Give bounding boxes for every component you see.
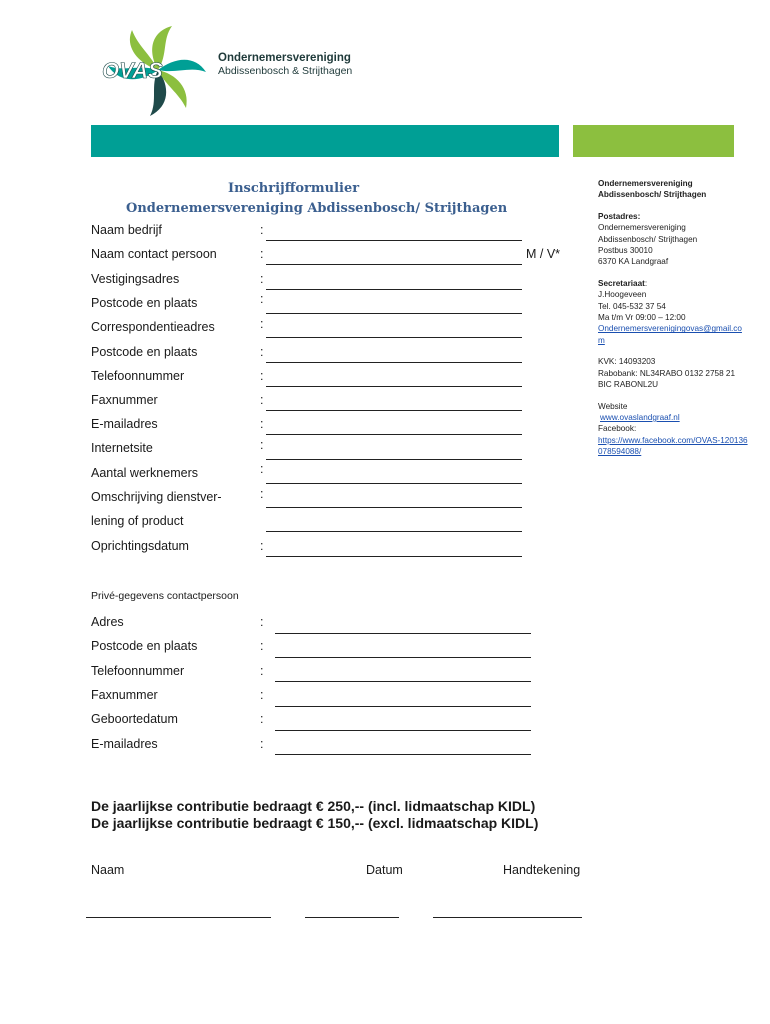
field-colon: : (260, 417, 264, 431)
contribution-line-2: De jaarlijkse contributie bedraagt € 150,-- (excl. lidmaatschap KIDL) (91, 815, 539, 831)
field-label-correspondentieadres: Correspondentieadres (91, 320, 215, 334)
signature-date-line[interactable] (305, 917, 399, 918)
header-bar-teal (91, 125, 559, 157)
sidebar-org-line1: Ondernemersvereniging (598, 179, 693, 188)
sidebar-facebook-link[interactable]: https://www.facebook.com/OVAS-120136078594088/ (598, 435, 748, 457)
contact-sidebar: Ondernemersvereniging Abdissenbosch/ Strijthagen Postadres: Ondernemersvereniging Abdissenbosch/ Strijthagen Postbus 30010 6370 KA Landgraaf Secretariaat: J.Hoogeveen Tel. 045-532 37 54 Ma t/m Vr 09:00 – 12:00 Ondernemersverenigingovas@gmail.com KVK: 14093203 Rabobank: NL34RABO 0132 2758 21 BIC RABONL2U Website www.ovaslandgraaf.nl Facebook: https://www.facebook.com/OVAS-120136078594088/ (598, 179, 748, 457)
sidebar-secretariaat-line: Tel. 045-532 37 54 (598, 301, 666, 311)
sidebar-email-link[interactable]: Ondernemersverenigingovas@gmail.com (598, 324, 742, 345)
field-colon: : (260, 615, 264, 629)
sidebar-website-label: Website (598, 401, 628, 411)
field-label-postcode: Postcode en plaats (91, 296, 198, 310)
field-line-naam-contact[interactable] (266, 264, 522, 265)
field-colon: : (260, 462, 264, 476)
field-colon: : (260, 272, 264, 286)
gender-choice: M / V* (526, 247, 561, 261)
field-colon: : (260, 712, 264, 726)
field-label-internetsite: Internetsite (91, 441, 153, 455)
sidebar-secretariaat-line: Ma t/m Vr 09:00 – 12:00 (598, 313, 686, 323)
field-line-oprichtingsdatum[interactable] (266, 556, 522, 557)
signature-name-line[interactable] (86, 917, 271, 918)
field-label-email: E-mailadres (91, 417, 158, 431)
sidebar-postadres-label: Postadres: (598, 211, 641, 221)
sidebar-org-line2: Abdissenbosch/ Strijthagen (598, 190, 707, 200)
sidebar-secretariaat-label: Secretariaat (598, 278, 645, 288)
field-label-postcode-2: Postcode en plaats (91, 345, 198, 359)
sidebar-postadres-line: Ondernemersvereniging (598, 223, 686, 233)
sidebar-postadres-line: 6370 KA Landgraaf (598, 257, 669, 267)
sidebar-secretariaat-line: J.Hoogeveen (598, 290, 647, 300)
private-line-adres[interactable] (275, 633, 531, 634)
field-label-naam-bedrijf: Naam bedrijf (91, 223, 162, 237)
signature-sign-label: Handtekening (503, 863, 581, 877)
field-colon: : (260, 345, 264, 359)
private-label-fax: Faxnummer (91, 688, 158, 702)
private-line-geboortedatum[interactable] (275, 730, 531, 731)
field-colon: : (260, 664, 264, 678)
field-line-internetsite[interactable] (266, 459, 522, 460)
field-label-vestigingsadres: Vestigingsadres (91, 272, 180, 286)
sidebar-rabobank: Rabobank: NL34RABO 0132 2758 21 (598, 368, 736, 378)
field-colon: : (260, 393, 264, 407)
form-title: Inschrijfformulier (228, 181, 360, 196)
field-label-oprichtingsdatum: Oprichtingsdatum (91, 539, 189, 553)
field-line-postcode-2[interactable] (266, 362, 522, 363)
field-line-telefoon[interactable] (266, 386, 522, 387)
field-label-fax: Faxnummer (91, 393, 158, 407)
private-line-email[interactable] (275, 754, 531, 755)
field-colon: : (260, 438, 264, 452)
sidebar-postadres-line: Abdissenbosch/ Strijthagen (598, 234, 698, 244)
field-colon: : (260, 292, 264, 306)
sidebar-website-link[interactable]: www.ovaslandgraaf.nl (600, 412, 680, 422)
private-line-telefoon[interactable] (275, 681, 531, 682)
field-line-email[interactable] (266, 434, 522, 435)
signature-sign-line[interactable] (433, 917, 582, 918)
field-line-postcode[interactable] (266, 313, 522, 314)
contribution-line-1: De jaarlijkse contributie bedraagt € 250,-- (incl. lidmaatschap KIDL) (91, 798, 536, 814)
sidebar-bic: BIC RABONL2U (598, 380, 659, 390)
field-colon: : (260, 487, 264, 501)
field-colon: : (260, 247, 264, 261)
field-line-naam-bedrijf[interactable] (266, 240, 522, 241)
field-line-omschrijving-2[interactable] (266, 531, 522, 532)
signature-name-label: Naam (91, 863, 125, 877)
field-line-vestigingsadres[interactable] (266, 289, 522, 290)
private-label-adres: Adres (91, 615, 124, 629)
private-label-postcode: Postcode en plaats (91, 639, 198, 653)
field-colon: : (260, 317, 264, 331)
field-label-omschrijving-2: lening of product (91, 514, 184, 528)
private-section-heading: Privé-gegevens contactpersoon (91, 590, 239, 602)
field-label-werknemers: Aantal werknemers (91, 466, 198, 480)
logo-mark-text: OVAS (102, 58, 163, 83)
sidebar-facebook-label: Facebook: (598, 424, 637, 434)
signature-date-label: Datum (366, 863, 403, 877)
field-label-telefoon: Telefoonnummer (91, 369, 185, 383)
sidebar-postadres-line: Postbus 30010 (598, 246, 653, 256)
field-colon: : (260, 688, 264, 702)
field-colon: : (260, 369, 264, 383)
field-label-omschrijving: Omschrijving dienstver- (91, 490, 222, 504)
private-line-postcode[interactable] (275, 657, 531, 658)
field-colon: : (260, 737, 264, 751)
ovas-logo-icon (96, 22, 228, 118)
logo-subtitle: Abdissenbosch & Strijthagen (218, 65, 353, 77)
field-line-fax[interactable] (266, 410, 522, 411)
private-label-telefoon: Telefoonnummer (91, 664, 185, 678)
field-line-correspondentieadres[interactable] (266, 337, 522, 338)
field-line-werknemers[interactable] (266, 483, 522, 484)
field-colon: : (260, 639, 264, 653)
private-line-fax[interactable] (275, 706, 531, 707)
field-colon: : (260, 223, 264, 237)
private-label-email: E-mailadres (91, 737, 158, 751)
field-line-omschrijving[interactable] (266, 507, 522, 508)
field-colon: : (260, 539, 264, 553)
header-bar-green (573, 125, 734, 157)
form-subtitle: Ondernemersvereniging Abdissenbosch/ Strijthagen (126, 201, 508, 216)
field-label-naam-contact: Naam contact persoon (91, 247, 217, 261)
private-label-geboortedatum: Geboortedatum (91, 712, 178, 726)
logo-name: Ondernemersvereniging (218, 52, 351, 64)
sidebar-kvk: KVK: 14093203 (598, 357, 656, 367)
